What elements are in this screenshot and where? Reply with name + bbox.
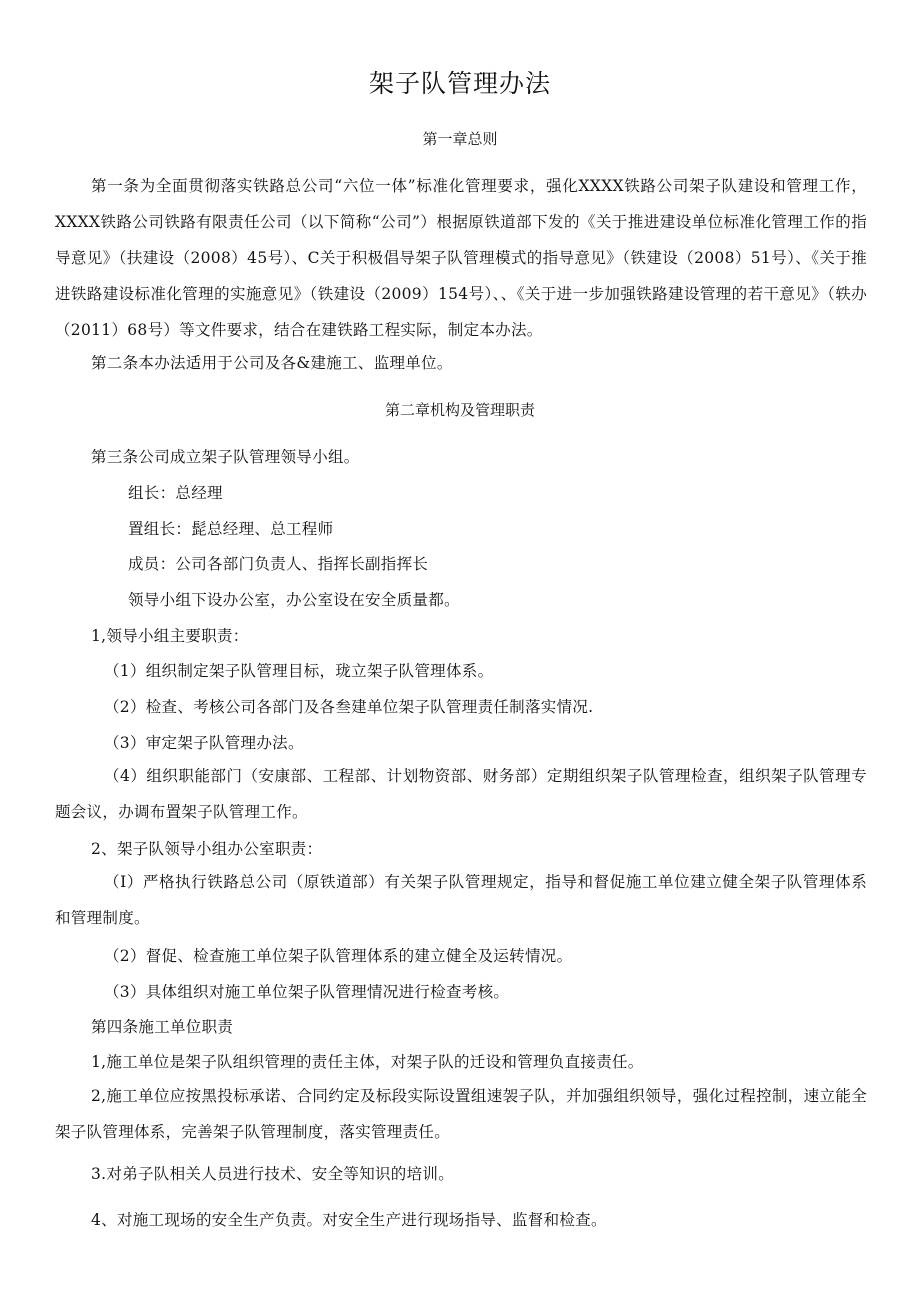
office-line: 领导小组下设办公室，办公室设在安全质量都。 [128,591,460,609]
article-3: 第三条公司成立架子队管理领导小组。 [91,448,360,466]
duty-1-title: 1,领导小组主要职责： [91,627,249,645]
duty-1-item: （1）组织制定架子队管理目标，珑立架子队管理体系。 [104,662,494,680]
document-title: 架子队管理办法 [368,69,551,98]
article-4-item: 3.对弟子队相关人员进行技术、安全等知识的培训。 [91,1165,454,1183]
duty-2-item: （I）严格执行铁路总公司（原铁道部）有关架子队管理规定，指导和督促施工单位建立健全架子队管理体系和管理制度。 [55,873,867,927]
duty-2-title: 2、架子队领导小组办公室职责： [91,840,323,858]
leader-line: 组长：总经理 [128,484,223,502]
duty-2-item: （3）具体组织对施工单位架子队管理情况进行检查考核。 [104,983,510,1001]
article-4-item: 1,施工单位是架子队组织管理的责任主体，对架子队的迁设和管理负直接责任。 [91,1053,644,1071]
article-2: 第二条本办法适用于公司及各&建施工、监理单位。 [91,354,453,372]
article-4-item: 2,施工单位应按黑投标承诺、合同约定及标段实际设置组速袈子队，并加强组织领导，强化过程控制，速立能全架子队管理体系，完善架子队管理制度，落实管理责任。 [55,1087,867,1141]
vice-leader-line: 置组长：髭总经理、总工程师 [128,520,334,538]
members-line: 成员：公司各部门负责人、指挥长副指挥长 [128,555,429,573]
chapter-1-heading: 第一章总则 [422,130,498,148]
duty-1-item: （4）组织职能部门（安康部、工程部、计划物资部、财务部）定期组织架子队管理检查，组织架子队管理专题会议，办调布置架子队管理工作。 [55,767,867,821]
article-4: 第四条施工单位职责 [91,1018,234,1036]
duty-1-item: （3）审定架子队管理办法。 [104,734,304,752]
article-1: 第一条为全面贯彻落实铁路总公司“六位一体”标准化管理要求，强化XXXX铁路公司架子队建设和管理工作，XXXX铁路公司铁路有限责任公司（以下简称“公司”）根据原铁道部下发的《关于推进建设单位标准化管理工作的指导意见》（扶建设（2008）45号）、C关于积极倡导架子队管理模式的指导意见》（铁建设（2008）51号）、《关于推进铁路建设标准化管理的实施意见》（铁建设（2009）154号）、、《关于进一步加强铁路建设管理的若干意见》（轶办（2011）68号）等文件要求，结合在建铁路工程实际，制定本办法。 [55,177,867,339]
chapter-2-heading: 第二章机构及管理职责 [384,401,535,419]
duty-2-item: （2）督促、检查施工单位架子队管理体系的建立健全及运转情况。 [104,947,573,965]
article-4-item: 4、对施工现场的安全生产负责。对安全生产进行现场指导、监督和检查。 [91,1211,607,1229]
duty-1-item: （2）检查、考核公司各部门及各叁建单位架子队管理责任制落实情况. [104,698,594,716]
